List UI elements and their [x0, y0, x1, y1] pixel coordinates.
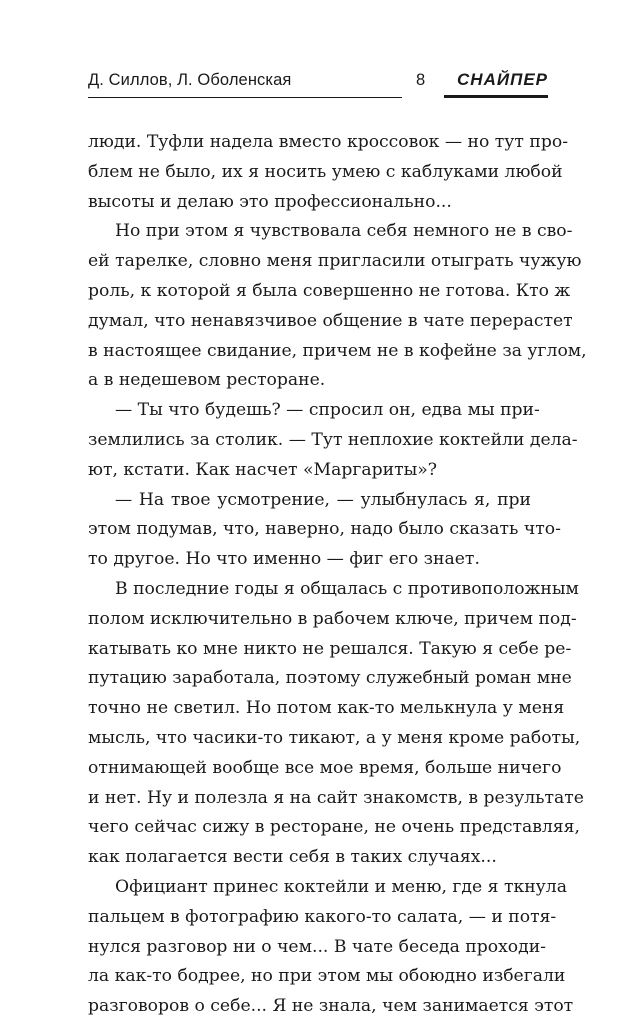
text-line: роль, к которой я была совершенно не готова. Кто ж: [88, 280, 571, 301]
paragraph: [88, 575, 584, 873]
text-line: а в недешевом ресторане.: [88, 370, 326, 391]
text-line: точно не светил. Но потом как-то мелькнула у меня: [88, 698, 565, 719]
text-line: Официант принес коктейли и меню, где я ткнула: [115, 876, 567, 897]
text-line: этом подумав, что, наверно, надо было сказать что-: [88, 519, 561, 540]
running-header: [88, 71, 548, 101]
text-line: как полагается вести себя в таких случаях...: [88, 847, 497, 868]
text-line: люди. Туфли надела вместо кроссовок — но тут про-: [88, 132, 569, 152]
text-line: нулся разговор ни о чем... В чате беседа проходи-: [88, 936, 546, 957]
text-line: высоты и делаю это профессионально...: [88, 191, 452, 212]
paragraph: [88, 396, 578, 485]
header-authors: Д. Силлов, Л. Оболенская: [88, 71, 292, 89]
text-line: путацию заработала, поэтому служебный роман мне: [88, 668, 572, 689]
header-series-title: СНАЙПЕР: [457, 70, 548, 89]
text-line: Но при этом я чувствовала себя немного не в сво-: [115, 221, 573, 242]
header-rule-right: [444, 95, 548, 98]
text-line: мысль, что часики-то тикают, а у меня кроме работы,: [88, 727, 581, 748]
text-line: чего сейчас сижу в ресторане, не очень представляя,: [88, 817, 580, 838]
paragraph: [88, 128, 569, 217]
text-line: разговоров о себе... Я не знала, чем занимается этот: [88, 996, 574, 1017]
text-line: думал, что ненавязчивое общение в чате перерастет: [88, 310, 573, 331]
text-line: — На твое усмотрение, — улыбнулась я, при: [115, 489, 531, 510]
text-line: полом исключительно в рабочем ключе, причем под-: [88, 608, 577, 629]
paragraph: [88, 486, 561, 575]
header-rule-left: [88, 97, 402, 98]
text-line: то другое. Но что именно — фиг его знает.: [88, 549, 480, 570]
text-line: землились за столик. — Тут неплохие коктейли дела-: [88, 429, 578, 450]
text-line: и нет. Ну и полезла я на сайт знакомств, в результате: [88, 787, 584, 808]
body-text: [88, 128, 587, 1022]
text-line: отнимающей вообще все мое время, больше ничего: [88, 757, 562, 778]
page-number: 8: [416, 71, 426, 89]
text-line: пальцем в фотографию какого-то салата, — и потя-: [88, 906, 557, 927]
paragraph: [88, 217, 587, 396]
text-line: блем не было, их я носить умею с каблуками любой: [88, 161, 563, 182]
text-line: катывать ко мне никто не решался. Такую я себе ре-: [88, 638, 572, 659]
text-line: — Ты что будешь? — спросил он, едва мы при-: [115, 400, 540, 421]
text-line: В последние годы я общалась с противоположным: [115, 578, 579, 599]
text-line: в настоящее свидание, причем не в кофейне за углом,: [88, 340, 587, 361]
text-line: ют, кстати. Как насчет «Маргариты»?: [88, 459, 437, 480]
text-line: ла как-то бодрее, но при этом мы обоюдно избегали: [88, 966, 566, 987]
text-line: ей тарелке, словно меня пригласили отыграть чужую: [88, 251, 582, 272]
